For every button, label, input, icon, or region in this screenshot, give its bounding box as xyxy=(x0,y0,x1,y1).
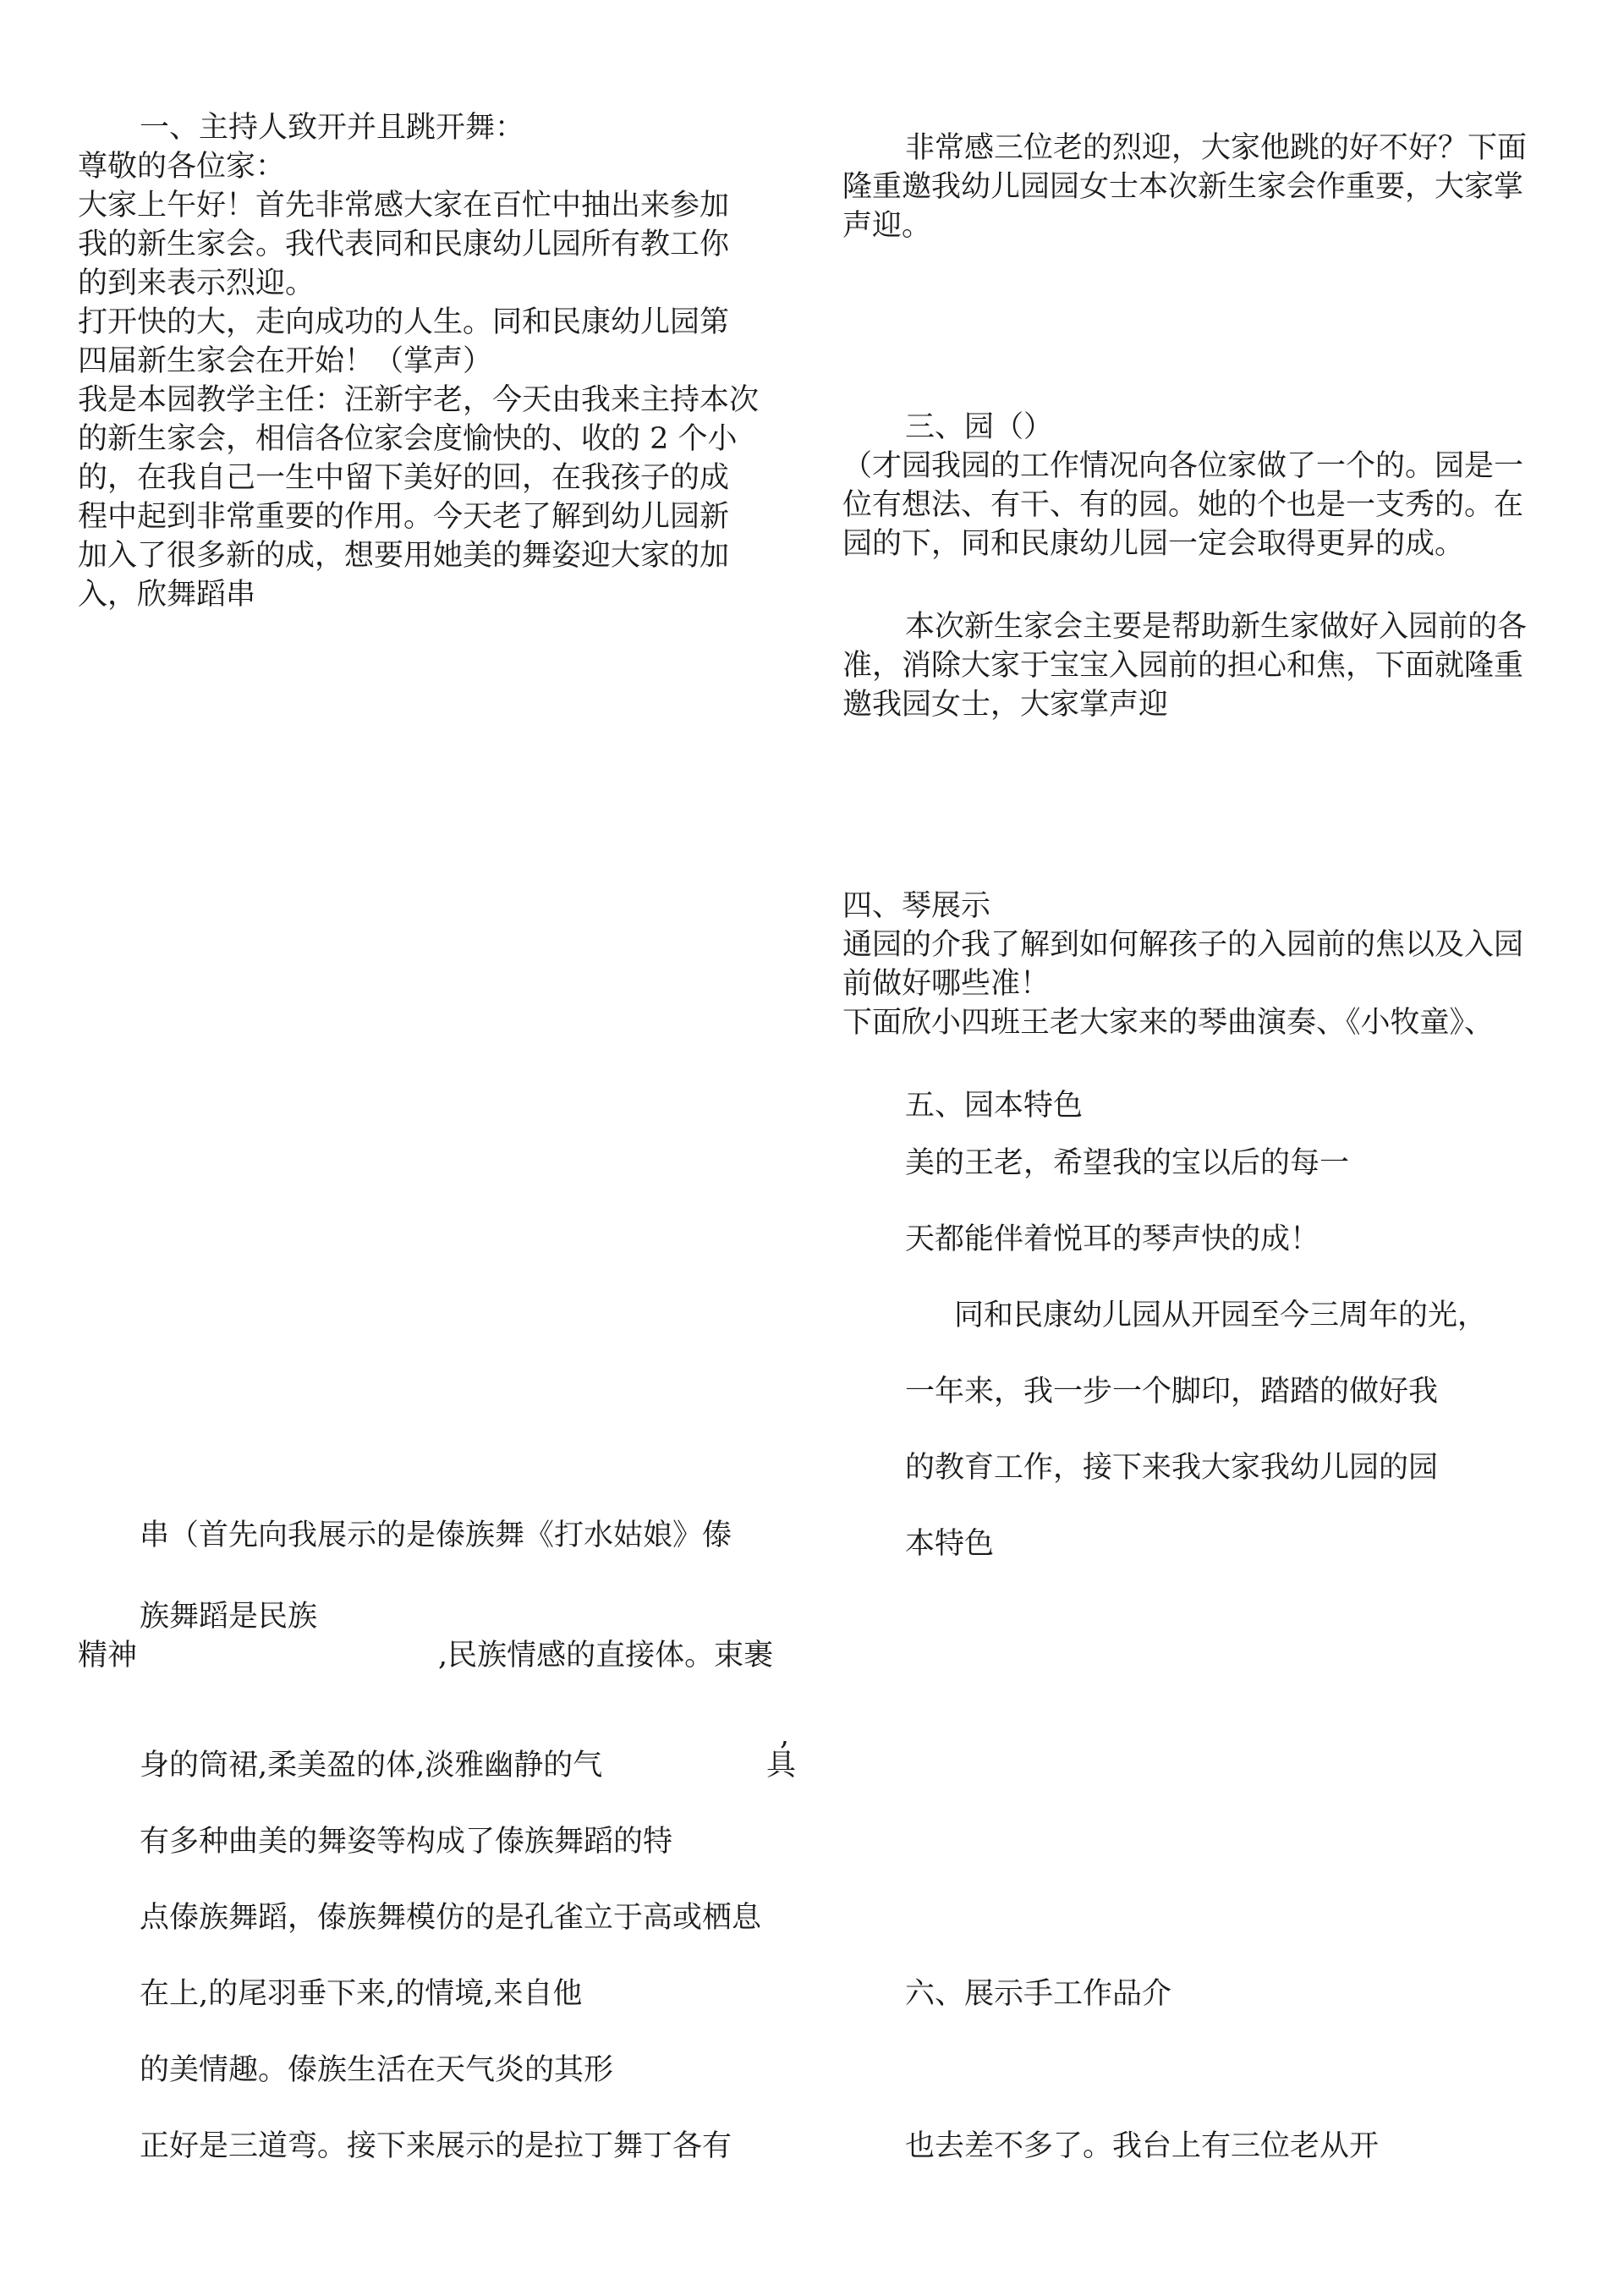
section-heading-director: 三、园（） xyxy=(905,410,1054,444)
dance-line: ,民族情感的直接体。束裹 xyxy=(438,1639,774,1673)
paragraph-line: 大家上午好！首先非常感大家在百忙中抽出来参加 xyxy=(78,189,730,222)
paragraph-line: 加入了很多新的成，想要用她美的舞姿迎大家的加 xyxy=(78,539,730,573)
paragraph-line: 打开快的大，走向成功的人生。同和民康幼儿园第 xyxy=(78,305,730,339)
dance-line: 串（首先向我展示的是傣族舞《打水姑娘》傣 xyxy=(140,1519,732,1552)
paragraph-line: 的到来表示烈迎。 xyxy=(78,266,315,300)
paragraph-line: 程中起到非常重要的作用。今天老了解到幼儿园新 xyxy=(78,500,730,534)
stray-comma: , xyxy=(780,1718,790,1752)
paragraph-line: 一年来，我一步一个脚印，踏踏的做好我 xyxy=(905,1375,1439,1409)
dance-line: 族舞蹈是民族 xyxy=(140,1600,318,1634)
greeting-line: 尊敬的各位家： xyxy=(78,150,286,184)
paragraph-line: 声迎。 xyxy=(842,209,932,243)
section-heading-opening: 一、主持人致开并且跳开舞： xyxy=(140,111,525,145)
section-heading-features: 五、园本特色 xyxy=(905,1089,1084,1123)
paragraph-line: 前做好哪些准！ xyxy=(842,967,1051,1001)
paragraph-line: 准，消除大家于宝宝入园前的担心和焦，下面就隆重 xyxy=(842,649,1524,683)
paragraph-line: 通园的介我了解到如何解孩子的入园前的焦以及入园 xyxy=(842,928,1524,962)
paragraph-line: （才园我园的工作情况向各位家做了一个的。园是一 xyxy=(842,449,1524,483)
dance-line: 在上,的尾羽垂下来,的情境,来自他 xyxy=(140,1977,583,2011)
section-heading-piano: 四、琴展示 xyxy=(842,889,991,923)
paragraph-line: 邀我园女士，大家掌声迎 xyxy=(842,688,1169,722)
paragraph-line: 四届新生家会在开始！（掌声） xyxy=(78,344,493,378)
paragraph-line: 的教育工作，接下来我大家我幼儿园的园 xyxy=(905,1451,1439,1485)
dance-line: 精神 xyxy=(78,1639,138,1673)
paragraph-line: 的新生家会，相信各位家会度愉快的、收的 2 个小 xyxy=(78,422,738,456)
dance-line: 点傣族舞蹈，傣族舞模仿的是孔雀立于高或栖息 xyxy=(140,1901,762,1935)
paragraph-line: 也去差不多了。我台上有三位老从开 xyxy=(905,2129,1380,2163)
dance-line: 具 xyxy=(766,1749,797,1782)
paragraph-line: 位有想法、有干、有的园。她的个也是一支秀的。在 xyxy=(842,488,1524,522)
paragraph-line: 的，在我自己一生中留下美好的回，在我孩子的成 xyxy=(78,461,730,495)
paragraph-line: 非常感三位老的烈迎，大家他跳的好不好？下面 xyxy=(905,131,1528,165)
dance-line: 的美情趣。傣族生活在天气炎的其形 xyxy=(140,2053,614,2087)
dance-line: 身的筒裙,柔美盈的体,淡雅幽静的气 xyxy=(140,1749,603,1782)
dance-line: 有多种曲美的舞姿等构成了傣族舞蹈的特 xyxy=(140,1825,673,1859)
paragraph-line: 下面欣小四班王老大家来的琴曲演奏、《小牧童》、 xyxy=(842,1006,1495,1040)
paragraph-line: 本特色 xyxy=(905,1527,995,1561)
paragraph-line: 隆重邀我幼儿园园女士本次新生家会作重要，大家掌 xyxy=(842,170,1524,204)
paragraph-line: 美的王老，希望我的宝以后的每一 xyxy=(905,1146,1350,1180)
paragraph-line: 天都能伴着悦耳的琴声快的成！ xyxy=(905,1222,1320,1256)
paragraph-line: 园的下，同和民康幼儿园一定会取得更昇的成。 xyxy=(842,527,1465,561)
paragraph-line: 入，欣舞蹈串 xyxy=(78,578,256,612)
dance-line: 正好是三道弯。接下来展示的是拉丁舞丁各有 xyxy=(140,2129,732,2163)
paragraph-line: 我是本园教学主任：汪新宇老，今天由我来主持本次 xyxy=(78,383,760,417)
section-heading-handcraft: 六、展示手工作品介 xyxy=(905,1977,1172,2011)
paragraph-line: 我的新生家会。我代表同和民康幼儿园所有教工你 xyxy=(78,228,730,261)
paragraph-line: 同和民康幼儿园从开园至今三周年的光， xyxy=(954,1299,1488,1332)
paragraph-line: 本次新生家会主要是帮助新生家做好入园前的各 xyxy=(905,610,1528,644)
